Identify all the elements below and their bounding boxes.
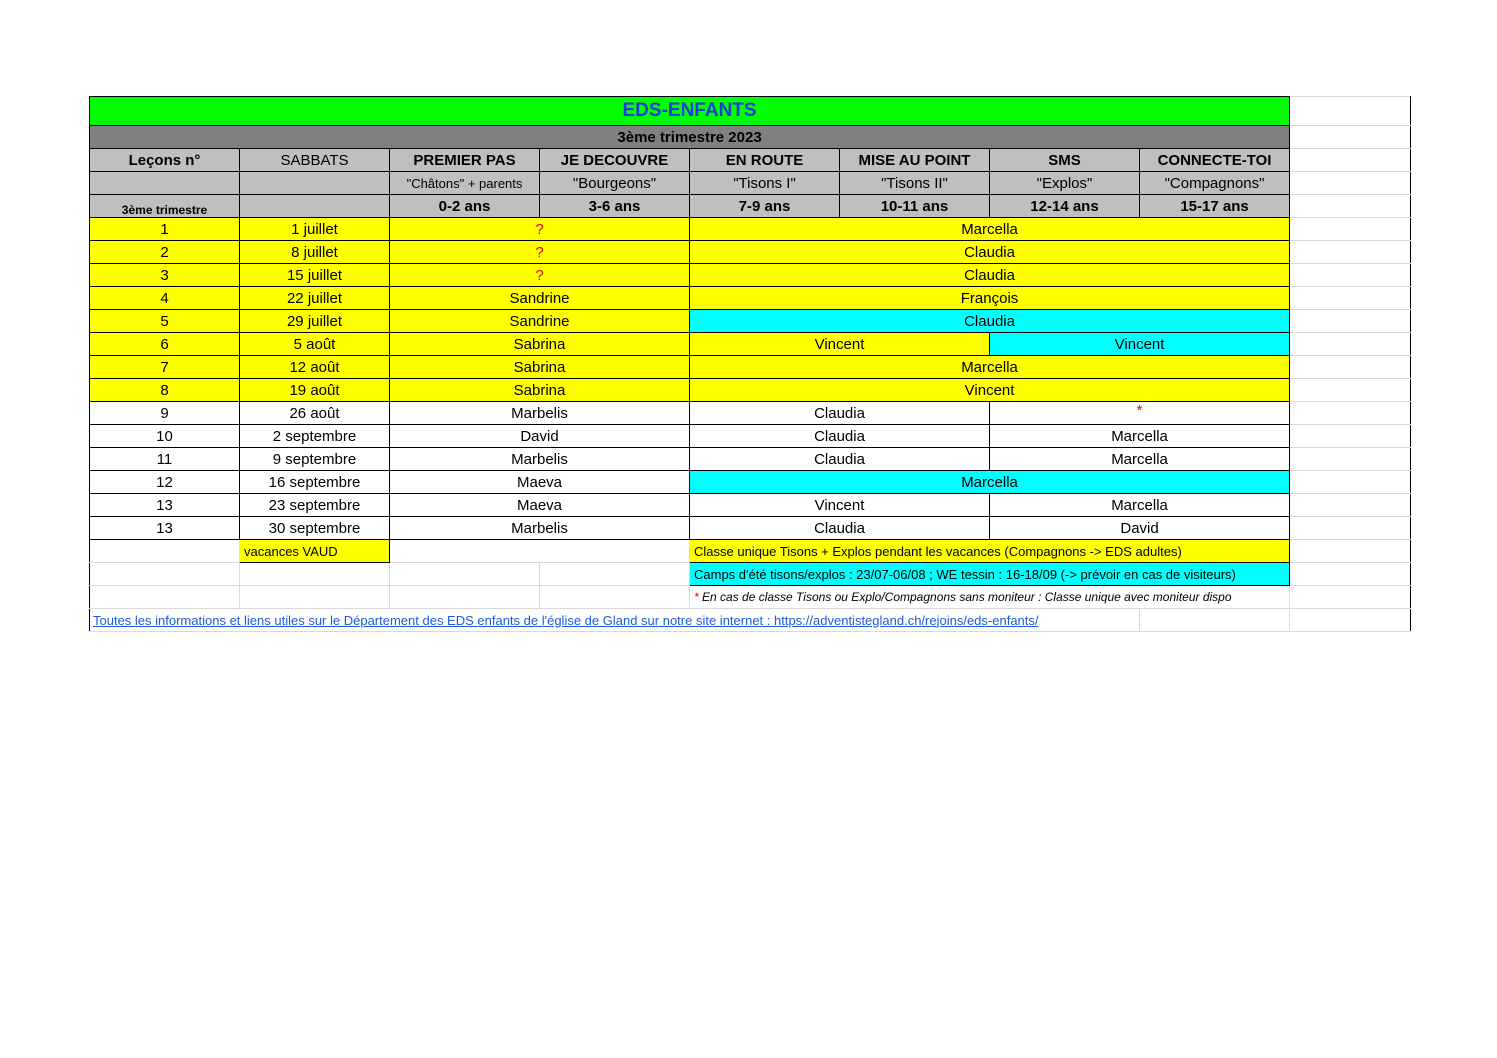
footnote [690, 586, 1290, 609]
young-teacher: Sabrina [390, 356, 690, 379]
table-row [90, 471, 1411, 494]
empty-cell [1290, 586, 1411, 609]
empty-cell [240, 195, 390, 218]
young-teacher: David [390, 425, 690, 448]
empty-cell [90, 586, 240, 609]
lesson-number: 6 [90, 333, 240, 356]
empty-cell [1290, 540, 1411, 563]
header-connecte-toi: CONNECTE-TOI [1140, 149, 1290, 172]
sabbat-date: 1 juillet [240, 218, 390, 241]
explos-teacher: * [990, 402, 1290, 425]
nickname-chatons: "Châtons" + parents [390, 172, 540, 195]
lesson-number: 12 [90, 471, 240, 494]
lesson-number: 7 [90, 356, 240, 379]
young-teacher: Marbelis [390, 402, 690, 425]
lesson-number: 8 [90, 379, 240, 402]
header-en-route: EN ROUTE [690, 149, 840, 172]
explos-teacher: Marcella [990, 494, 1290, 517]
empty-cell [1290, 333, 1411, 356]
explos-teacher: Vincent [990, 333, 1290, 356]
empty-cell [540, 563, 690, 586]
empty-cell [1140, 609, 1290, 632]
sabbat-date: 22 juillet [240, 287, 390, 310]
explos-teacher: Marcella [990, 448, 1290, 471]
young-teacher: Maeva [390, 494, 690, 517]
empty-cell [1290, 310, 1411, 333]
age-12-14: 12-14 ans [990, 195, 1140, 218]
table-row [90, 448, 1411, 471]
schedule-table [89, 96, 1411, 632]
tisons-teacher: Claudia [690, 517, 990, 540]
sabbat-date: 26 août [240, 402, 390, 425]
asterisk-mark: * [694, 590, 699, 604]
nickname-compagnons: "Compagnons" [1140, 172, 1290, 195]
table-row [90, 218, 1411, 241]
empty-cell [1290, 97, 1411, 126]
empty-cell [90, 172, 240, 195]
tisons-teacher: Claudia [690, 402, 990, 425]
age-15-17: 15-17 ans [1140, 195, 1290, 218]
older-teacher: Claudia [690, 310, 1290, 333]
lesson-number: 13 [90, 494, 240, 517]
lesson-number: 4 [90, 287, 240, 310]
lesson-number: 11 [90, 448, 240, 471]
empty-cell [1290, 425, 1411, 448]
lesson-number: 3 [90, 264, 240, 287]
sheet-subtitle: 3ème trimestre 2023 [90, 126, 1290, 149]
empty-cell [1290, 563, 1411, 586]
sabbat-date: 23 septembre [240, 494, 390, 517]
table-row [90, 356, 1411, 379]
table-row [90, 264, 1411, 287]
nickname-tisons-1: "Tisons I" [690, 172, 840, 195]
table-row [90, 425, 1411, 448]
older-teacher: Marcella [690, 471, 1290, 494]
young-teacher: Sandrine [390, 287, 690, 310]
empty-cell [1290, 517, 1411, 540]
empty-cell [1290, 172, 1411, 195]
tisons-teacher: Vincent [690, 494, 990, 517]
sabbat-date: 29 juillet [240, 310, 390, 333]
tisons-teacher: Claudia [690, 448, 990, 471]
young-teacher: Sandrine [390, 310, 690, 333]
lesson-number: 13 [90, 517, 240, 540]
older-teacher: Claudia [690, 241, 1290, 264]
empty-cell [1290, 195, 1411, 218]
tisons-teacher: Claudia [690, 425, 990, 448]
sheet-title: EDS-ENFANTS [90, 97, 1290, 126]
sabbat-date: 12 août [240, 356, 390, 379]
tisons-teacher: Vincent [690, 333, 990, 356]
empty-cell [240, 563, 390, 586]
empty-cell [90, 563, 240, 586]
age-10-11: 10-11 ans [840, 195, 990, 218]
header-lesson: Leçons n° [90, 149, 240, 172]
empty-cell [240, 172, 390, 195]
header-mise-au-point: MISE AU POINT [840, 149, 990, 172]
empty-cell [1290, 379, 1411, 402]
empty-cell [1290, 471, 1411, 494]
age-0-2: 0-2 ans [390, 195, 540, 218]
nickname-bourgeons: "Bourgeons" [540, 172, 690, 195]
young-teacher: Sabrina [390, 379, 690, 402]
empty-cell [540, 586, 690, 609]
sabbat-date: 9 septembre [240, 448, 390, 471]
empty-cell [1290, 241, 1411, 264]
footnote-text: En cas de classe Tisons ou Explo/Compagnons sans moniteur : Classe unique avec moniteur dispo [698, 590, 1232, 604]
table-row [90, 333, 1411, 356]
young-teacher: Marbelis [390, 517, 690, 540]
older-teacher: Marcella [690, 218, 1290, 241]
empty-cell [240, 586, 390, 609]
empty-cell [390, 540, 690, 563]
table-row [90, 241, 1411, 264]
sabbat-date: 30 septembre [240, 517, 390, 540]
vacances-note: vacances VAUD [240, 540, 390, 563]
nickname-explos: "Explos" [990, 172, 1140, 195]
sabbat-date: 5 août [240, 333, 390, 356]
table-row [90, 517, 1411, 540]
empty-cell [390, 586, 540, 609]
table-row [90, 310, 1411, 333]
empty-cell [1290, 287, 1411, 310]
older-teacher: Claudia [690, 264, 1290, 287]
empty-cell [390, 563, 540, 586]
header-sms: SMS [990, 149, 1140, 172]
young-teacher: ? [390, 264, 690, 287]
empty-cell [1290, 356, 1411, 379]
age-7-9: 7-9 ans [690, 195, 840, 218]
sabbat-date: 2 septembre [240, 425, 390, 448]
young-teacher: Maeva [390, 471, 690, 494]
trimester-label: 3ème trimestre [90, 195, 240, 218]
header-je-decouvre: JE DECOUVRE [540, 149, 690, 172]
lesson-number: 1 [90, 218, 240, 241]
nickname-tisons-2: "Tisons II" [840, 172, 990, 195]
table-row [90, 379, 1411, 402]
empty-cell [1290, 149, 1411, 172]
age-3-6: 3-6 ans [540, 195, 690, 218]
older-teacher: Vincent [690, 379, 1290, 402]
older-teacher: Marcella [690, 356, 1290, 379]
older-teacher: François [690, 287, 1290, 310]
explos-teacher: Marcella [990, 425, 1290, 448]
young-teacher: ? [390, 218, 690, 241]
sabbat-date: 16 septembre [240, 471, 390, 494]
explos-teacher: David [990, 517, 1290, 540]
young-teacher: Sabrina [390, 333, 690, 356]
site-link[interactable]: Toutes les informations et liens utiles sur le Département des EDS enfants de l'église de Gland sur notre site internet : https://adventistegland.ch/rejoins/eds-enfants/ [90, 609, 1140, 632]
lesson-number: 5 [90, 310, 240, 333]
sabbat-date: 8 juillet [240, 241, 390, 264]
empty-cell [1290, 448, 1411, 471]
header-premier-pas: PREMIER PAS [390, 149, 540, 172]
lesson-number: 9 [90, 402, 240, 425]
empty-cell [1290, 402, 1411, 425]
header-sabbats: SABBATS [240, 149, 390, 172]
classe-unique-note: Classe unique Tisons + Explos pendant les vacances (Compagnons -> EDS adultes) [690, 540, 1290, 563]
empty-cell [1290, 494, 1411, 517]
camps-note: Camps d'été tisons/explos : 23/07-06/08 ; WE tessin : 16-18/09 (-> prévoir en cas de visiteurs) [690, 563, 1290, 586]
sabbat-date: 15 juillet [240, 264, 390, 287]
lesson-number: 2 [90, 241, 240, 264]
table-row [90, 494, 1411, 517]
table-row [90, 287, 1411, 310]
empty-cell [1290, 264, 1411, 287]
empty-cell [1290, 126, 1411, 149]
young-teacher: Marbelis [390, 448, 690, 471]
table-row [90, 402, 1411, 425]
empty-cell [1290, 218, 1411, 241]
sabbat-date: 19 août [240, 379, 390, 402]
young-teacher: ? [390, 241, 690, 264]
empty-cell [1290, 609, 1411, 632]
lesson-number: 10 [90, 425, 240, 448]
empty-cell [90, 540, 240, 563]
